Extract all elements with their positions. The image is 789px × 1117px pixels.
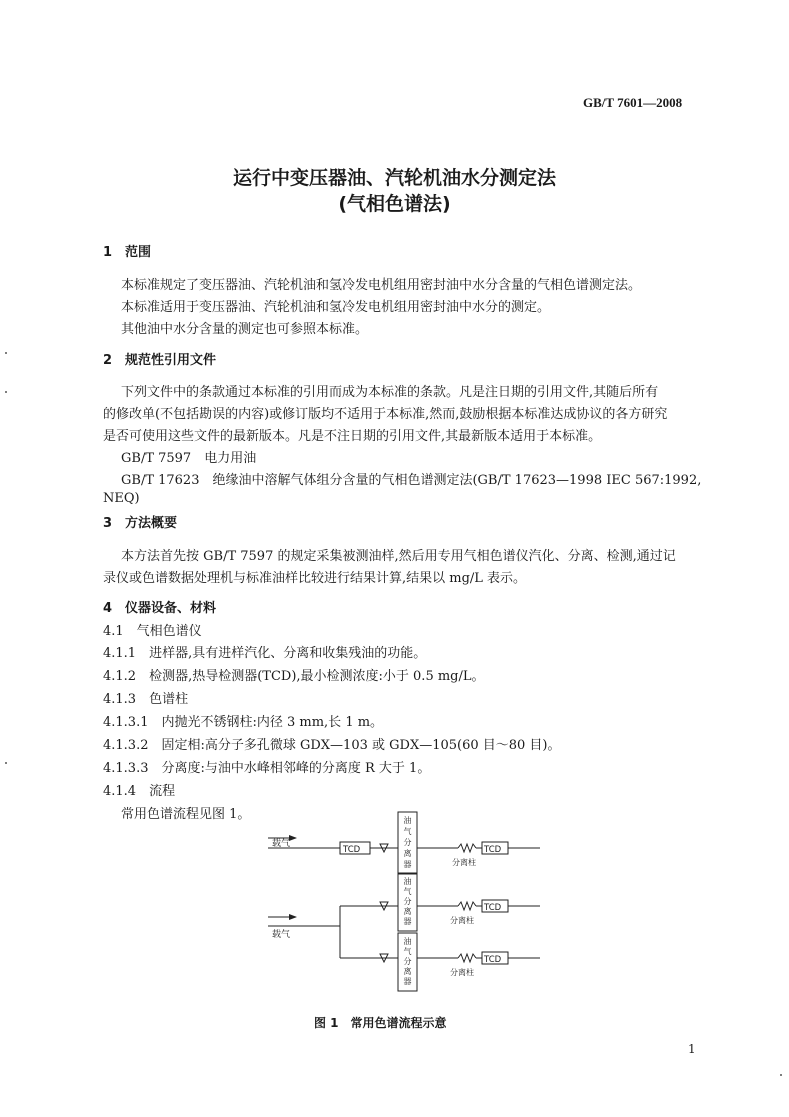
separator-char: 器 xyxy=(403,917,412,926)
section-1-para: 本标准规定了变压器油、汽轮机油和氢冷发电机组用密封油中水分含量的气相色谱测定法。 xyxy=(121,278,642,293)
section-2-para: 是否可使用这些文件的最新版本。凡是不注日期的引用文件,其最新版本适用于本标准。 xyxy=(103,429,602,444)
section-3-para: 本方法首先按 GB/T 7597 的规定采集被测油样,然后用专用气相色谱仪汽化、分离、检测,通过记 xyxy=(121,549,676,564)
carrier-label: 载气 xyxy=(272,839,291,849)
separator-char: 气 xyxy=(403,947,412,956)
separator-char: 器 xyxy=(403,977,412,986)
tcd-label: TCD xyxy=(484,955,502,965)
column-coil xyxy=(458,844,476,852)
column-label: 分离柱 xyxy=(452,858,476,867)
separator-char: 离 xyxy=(403,967,412,976)
clause: 4.1.3.1 内抛光不锈钢柱:内径 3 mm,长 1 m。 xyxy=(103,715,384,730)
section-2-para: 的修改单(不包括勘误的内容)或修订版均不适用于本标准,然而,鼓励根据本标准达成协议的各方研究 xyxy=(103,407,668,422)
separator-char: 气 xyxy=(403,827,412,836)
separator-char: 气 xyxy=(403,887,412,896)
separator-char: 油 xyxy=(403,877,412,886)
page-title: 运行中变压器油、汽轮机油水分测定法 xyxy=(232,167,556,189)
clause: 4.1.2 检测器,热导检测器(TCD),最小检测浓度:小于 0.5 mg/L。 xyxy=(103,669,485,684)
separator-char: 分 xyxy=(403,957,412,966)
section-1-para: 其他油中水分含量的测定也可参照本标准。 xyxy=(121,322,369,337)
clause: 4.1.3 色谱柱 xyxy=(103,692,189,707)
tcd-label: TCD xyxy=(343,845,361,855)
separator-char: 分 xyxy=(403,897,412,906)
section-2-heading: 2 规范性引用文件 xyxy=(103,353,217,368)
separator-char: 器 xyxy=(403,860,412,869)
clause: 4.1.3.2 固定相:高分子多孔微球 GDX—103 或 GDX—105(60 目～80 目)。 xyxy=(103,738,561,753)
column-coil xyxy=(458,902,476,910)
clause: 4.1.3.3 分离度:与油中水峰相邻峰的分离度 R 大于 1。 xyxy=(103,761,431,776)
reference-item: GB/T 7597 电力用油 xyxy=(121,451,257,466)
clause: 4.1.4 流程 xyxy=(103,784,176,799)
scan-speck xyxy=(5,762,7,764)
section-1-para: 本标准适用于变压器油、汽轮机油和氢冷发电机组用密封油中水分的测定。 xyxy=(121,300,551,315)
carrier-label: 载气 xyxy=(272,930,291,940)
separator-char: 离 xyxy=(403,849,412,858)
clause: 常用色谱流程见图 1。 xyxy=(121,807,251,822)
separator-char: 油 xyxy=(403,816,412,825)
tcd-label: TCD xyxy=(484,845,502,855)
figure-caption: 图 1 常用色谱流程示意 xyxy=(314,1016,447,1030)
scan-speck xyxy=(780,1074,782,1076)
section-3-para: 录仪或色谱数据处理机与标准油样比较进行结果计算,结果以 mg/L 表示。 xyxy=(103,571,527,586)
column-label: 分离柱 xyxy=(450,916,474,925)
section-4-heading: 4 仪器设备、材料 xyxy=(103,601,217,616)
page-subtitle: (气相色谱法) xyxy=(338,193,451,215)
reference-item: GB/T 17623 绝缘油中溶解气体组分含量的气相色谱测定法(GB/T 17623—1998 IEC 567:1992, xyxy=(121,473,702,488)
tcd-label: TCD xyxy=(484,903,502,913)
page-number: 1 xyxy=(688,1042,696,1056)
separator-char: 油 xyxy=(403,937,412,946)
scan-speck xyxy=(5,391,7,393)
separator-char: 离 xyxy=(403,907,412,916)
standard-number: GB/T 7601—2008 xyxy=(583,95,683,110)
clause: 4.1 气相色谱仪 xyxy=(103,624,202,639)
reference-item: NEQ) xyxy=(103,491,140,506)
section-3-heading: 3 方法概要 xyxy=(103,516,178,531)
column-coil xyxy=(458,954,476,962)
section-1-heading: 1 范围 xyxy=(103,245,152,260)
separator-char: 分 xyxy=(403,838,412,847)
section-2-para: 下列文件中的条款通过本标准的引用而成为本标准的条款。凡是注日期的引用文件,其随后所有 xyxy=(121,385,659,400)
scan-speck xyxy=(5,352,7,354)
clause: 4.1.1 进样器,具有进样汽化、分离和收集残油的功能。 xyxy=(103,646,427,661)
column-label: 分离柱 xyxy=(450,968,474,977)
